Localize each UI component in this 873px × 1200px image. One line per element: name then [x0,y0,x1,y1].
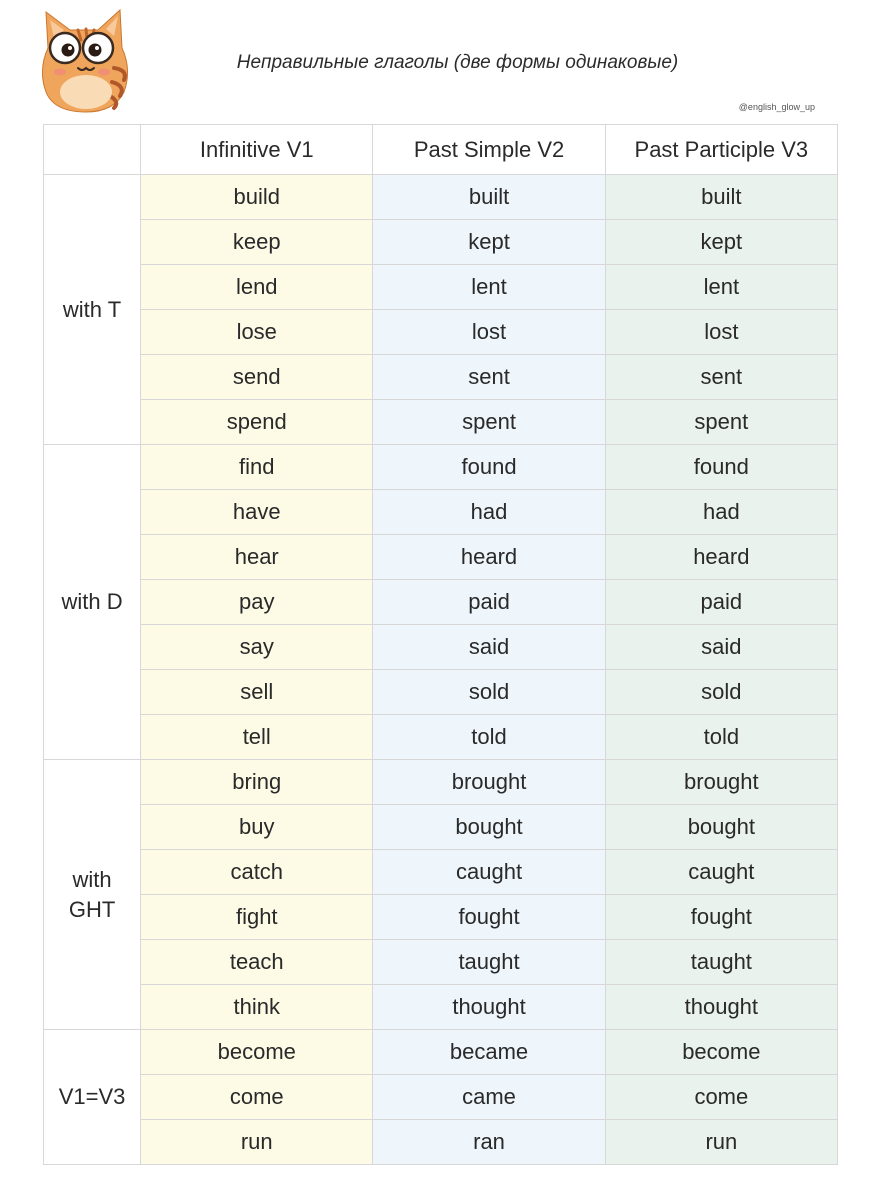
cell-past-participle: kept [605,220,837,265]
cell-past-participle: caught [605,850,837,895]
cell-past-participle: told [605,715,837,760]
header-past-participle: Past Participle V3 [605,125,837,175]
group-label: with GHT [44,760,141,1030]
cell-past-simple: heard [373,535,605,580]
cell-infinitive: spend [141,400,373,445]
cell-infinitive: pay [141,580,373,625]
table-row [44,1075,838,1120]
table-row [44,985,838,1030]
cell-infinitive: lose [141,310,373,355]
cell-past-simple: ran [373,1120,605,1165]
group-label: with D [44,445,141,760]
cell-infinitive: teach [141,940,373,985]
cell-past-simple: spent [373,400,605,445]
cell-past-simple: thought [373,985,605,1030]
table-row [44,760,838,805]
cell-past-simple: built [373,175,605,220]
cell-past-participle: spent [605,400,837,445]
irregular-verbs-table [43,124,838,1165]
cell-infinitive: sell [141,670,373,715]
table-row [44,625,838,670]
table-row [44,175,838,220]
author-handle: @english_glow_up [738,102,815,112]
header-past-simple: Past Simple V2 [373,125,605,175]
cell-past-participle: lost [605,310,837,355]
table-row [44,220,838,265]
cell-past-participle: sent [605,355,837,400]
cell-infinitive: fight [141,895,373,940]
table-row [44,850,838,895]
cell-past-simple: became [373,1030,605,1075]
cell-past-participle: had [605,490,837,535]
table-row [44,805,838,850]
cell-past-participle: taught [605,940,837,985]
table-body [44,175,838,1165]
cell-past-simple: paid [373,580,605,625]
cell-infinitive: have [141,490,373,535]
cell-past-simple: bought [373,805,605,850]
cell-past-simple: sold [373,670,605,715]
cell-past-participle: become [605,1030,837,1075]
cell-past-participle: paid [605,580,837,625]
cell-infinitive: say [141,625,373,670]
table-row [44,940,838,985]
cell-infinitive: bring [141,760,373,805]
cell-past-participle: lent [605,265,837,310]
cell-past-participle: heard [605,535,837,580]
cell-past-simple: brought [373,760,605,805]
cell-past-simple: lost [373,310,605,355]
table-row [44,715,838,760]
group-label: with T [44,175,141,445]
cell-past-participle: sold [605,670,837,715]
table-row [44,1120,838,1165]
cell-infinitive: tell [141,715,373,760]
cell-past-simple: told [373,715,605,760]
cell-past-simple: taught [373,940,605,985]
table-row [44,1030,838,1075]
cell-past-simple: lent [373,265,605,310]
cell-infinitive: hear [141,535,373,580]
table-row [44,310,838,355]
cell-past-participle: bought [605,805,837,850]
cell-past-participle: said [605,625,837,670]
cell-infinitive: keep [141,220,373,265]
table-row [44,490,838,535]
cell-past-simple: had [373,490,605,535]
cell-infinitive: lend [141,265,373,310]
table-header-row [44,125,838,175]
cell-past-participle: come [605,1075,837,1120]
cell-infinitive: build [141,175,373,220]
cell-past-participle: run [605,1120,837,1165]
cell-past-simple: sent [373,355,605,400]
table-row [44,895,838,940]
cell-past-participle: fought [605,895,837,940]
table-row [44,580,838,625]
table-row [44,445,838,490]
cell-infinitive: think [141,985,373,1030]
table-row [44,355,838,400]
cell-infinitive: send [141,355,373,400]
cell-past-participle: thought [605,985,837,1030]
cell-past-participle: built [605,175,837,220]
page-title: Неправильные глаголы (две формы одинаковые) [236,52,679,73]
cell-past-simple: kept [373,220,605,265]
header-infinitive: Infinitive V1 [141,125,373,175]
table-row [44,535,838,580]
table-row [44,670,838,715]
cell-infinitive: come [141,1075,373,1120]
cell-past-simple: came [373,1075,605,1120]
cell-past-simple: caught [373,850,605,895]
header-group [44,125,141,175]
table-row [44,400,838,445]
cell-infinitive: catch [141,850,373,895]
cell-past-participle: brought [605,760,837,805]
cell-past-simple: said [373,625,605,670]
cell-infinitive: find [141,445,373,490]
group-label: V1=V3 [44,1030,141,1165]
cell-past-simple: fought [373,895,605,940]
cell-infinitive: run [141,1120,373,1165]
table-row [44,265,838,310]
cell-infinitive: become [141,1030,373,1075]
cell-past-simple: found [373,445,605,490]
cell-infinitive: buy [141,805,373,850]
cell-past-participle: found [605,445,837,490]
